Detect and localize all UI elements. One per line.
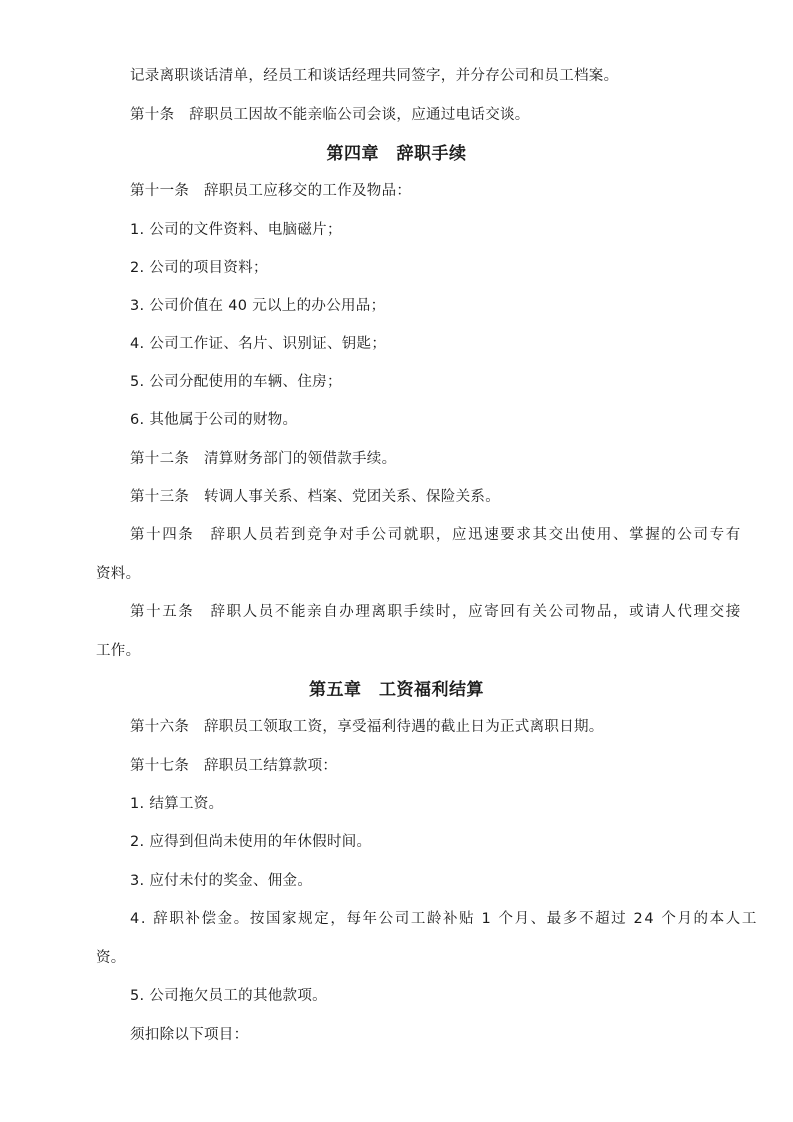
list-item: 3. 应付未付的奖金、佣金。 bbox=[130, 873, 313, 889]
list-item: 2. 应得到但尚未使用的年休假时间。 bbox=[130, 834, 372, 850]
list-item: 4. 辞职补偿金。按国家规定，每年公司工龄补贴 1 个月、最多不超过 24 个月的本人工 bbox=[130, 911, 758, 927]
article-14: 第十四条 辞职人员若到竞争对手公司就职，应迅速要求其交出使用、掌握的公司专有 bbox=[130, 527, 742, 543]
article-13: 第十三条 转调人事关系、档案、党团关系、保险关系。 bbox=[130, 489, 500, 505]
list-item: 1. 公司的文件资料、电脑磁片； bbox=[130, 222, 342, 238]
list-item: 5. 公司分配使用的车辆、住房； bbox=[130, 374, 342, 390]
chapter-heading-4: 第四章 辞职手续 bbox=[326, 144, 467, 164]
article-12: 第十二条 清算财务部门的领借款手续。 bbox=[130, 451, 397, 467]
list-item: 2. 公司的项目资料； bbox=[130, 260, 268, 276]
paragraph: 须扣除以下项目： bbox=[130, 1027, 249, 1043]
article-10: 第十条 辞职员工因故不能亲临公司会谈，应通过电话交谈。 bbox=[130, 107, 530, 123]
list-item: 5. 公司拖欠员工的其他款项。 bbox=[130, 988, 327, 1004]
article-15-continuation: 工作。 bbox=[96, 643, 141, 659]
chapter-heading-5: 第五章 工资福利结算 bbox=[309, 680, 484, 700]
list-item-continuation: 资。 bbox=[96, 950, 126, 966]
article-11: 第十一条 辞职员工应移交的工作及物品： bbox=[130, 183, 412, 199]
list-item: 4. 公司工作证、名片、识别证、钥匙； bbox=[130, 336, 387, 352]
paragraph: 记录离职谈话清单，经员工和谈话经理共同签字，并分存公司和员工档案。 bbox=[130, 68, 619, 84]
article-15: 第十五条 辞职人员不能亲自办理离职手续时，应寄回有关公司物品，或请人代理交接 bbox=[130, 604, 742, 620]
article-16: 第十六条 辞职员工领取工资，享受福利待遇的截止日为正式离职日期。 bbox=[130, 719, 604, 735]
article-14-continuation: 资料。 bbox=[96, 566, 141, 582]
article-17: 第十七条 辞职员工结算款项： bbox=[130, 758, 338, 774]
list-item: 1. 结算工资。 bbox=[130, 796, 224, 812]
list-item: 6. 其他属于公司的财物。 bbox=[130, 412, 298, 428]
list-item: 3. 公司价值在 40 元以上的办公用品； bbox=[130, 298, 386, 314]
